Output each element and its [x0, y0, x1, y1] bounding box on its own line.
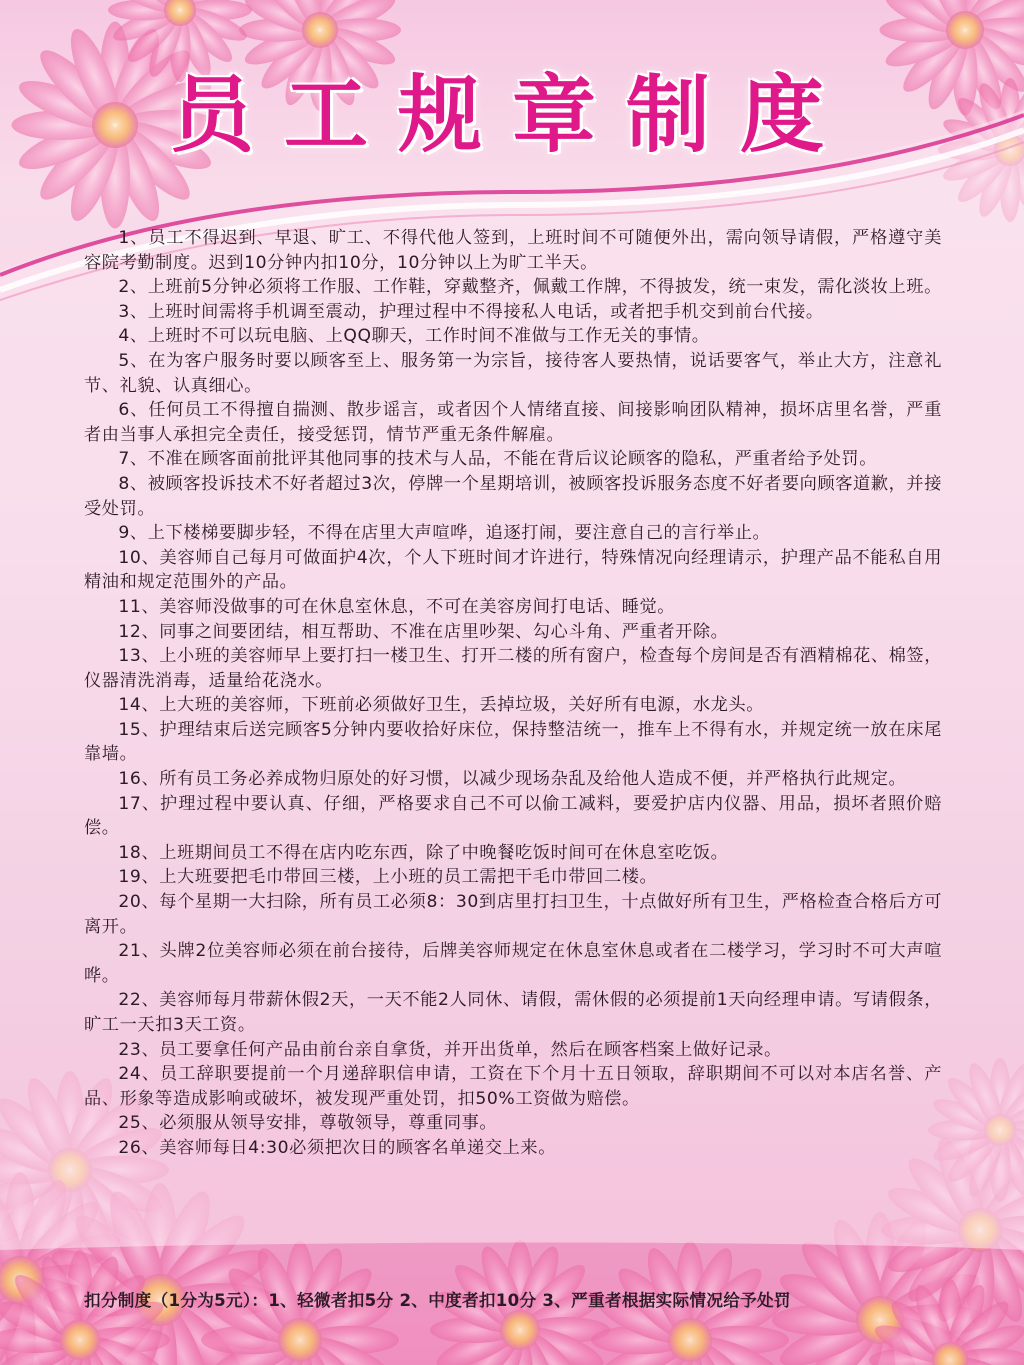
rule-item: 4、上班时不可以玩电脑、上QQ聊天，工作时间不准做与工作无关的事情。 [118, 326, 710, 347]
rule-item: 6、任何员工不得擅自揣测、散步谣言，或者因个人情绪直接、间接影响团队精神，损坏店里名誉，严重者由当事人承担完全责任，接受惩罚，情节严重无条件解雇。 [84, 400, 942, 445]
rule-item: 16、所有员工务必养成物归原处的好习惯，以减少现场杂乱及给他人造成不便，并严格执行此规定。 [118, 769, 907, 790]
rule-item: 25、必须服从领导安排，尊敬领导，尊重同事。 [118, 1113, 498, 1134]
rule-item: 12、同事之间要团结，相互帮助、不准在店里吵架、勾心斗角、严重者开除。 [118, 621, 729, 642]
rule-item: 26、美容师每日4:30必须把次日的顾客名单递交上来。 [118, 1137, 556, 1158]
rule-item: 17、护理过程中要认真、仔细，严格要求自己不可以偷工减料，要爱护店内仪器、用品，损坏者照价赔偿。 [84, 793, 942, 839]
rule-item: 22、美容师每月带薪休假2天，一天不能2人同休、请假，需休假的必须提前1天向经理申请。写请假条，旷工一天扣3天工资。 [84, 990, 942, 1035]
rule-item: 13、上小班的美容师早上要打扫一楼卫生、打开二楼的所有窗户，检查每个房间是否有酒精棉花、棉签，仪器清洗消毒，适量给花浇水。 [84, 646, 942, 691]
rule-item: 7、不准在顾客面前批评其他同事的技术与人品，不能在背后议论顾客的隐私，严重者给予处罚。 [118, 449, 878, 470]
rule-item: 20、每个星期一大扫除，所有员工必须8：30到店里打扫卫生，十点做好所有卫生，严格检查合格后方可离开。 [84, 892, 942, 937]
rule-item: 8、被顾客投诉技术不好者超过3次，停牌一个星期培训，被顾客投诉服务态度不好者要向顾客道歉，并接受处罚。 [84, 473, 942, 519]
rule-item: 14、上大班的美容师，下班前必须做好卫生，丢掉垃圾，关好所有电源，水龙头。 [118, 695, 765, 716]
rule-item: 21、头牌2位美容师必须在前台接待，后牌美容师规定在休息室休息或者在二楼学习，学习时不可大声喧哗。 [84, 941, 942, 986]
rule-item: 2、上班前5分钟必须将工作服、工作鞋，穿戴整齐，佩戴工作牌，不得披发，统一束发，需化淡妆上班。 [118, 277, 942, 298]
rule-item: 3、上班时间需将手机调至震动，护理过程中不得接私人电话，或者把手机交到前台代接。 [118, 301, 824, 322]
rule-item: 1、员工不得迟到、早退、旷工、不得代他人签到，上班时间不可随便外出，需向领导请假，严格遵守美容院考勤制度。迟到10分钟内扣10分，10分钟以上为旷工半天。 [84, 228, 942, 273]
rule-item: 5、在为客户服务时要以顾客至上、服务第一为宗旨，接待客人要热情，说话要客气，举止大方，注意礼节、礼貌、认真细心。 [84, 350, 942, 396]
rule-item: 23、员工要拿任何产品由前台亲自拿货，并开出货单，然后在顾客档案上做好记录。 [118, 1039, 782, 1060]
rule-item: 19、上大班要把毛巾带回三楼，上小班的员工需把干毛巾带回二楼。 [118, 867, 658, 888]
rule-item: 24、员工辞职要提前一个月递辞职信申请，工资在下个月十五日领取，辞职期间不可以对本店名誉、产品、形象等造成影响或破坏，被发现严重处罚，扣50%工资做为赔偿。 [84, 1064, 942, 1109]
rules-list [84, 226, 942, 1161]
deduction-policy: 扣分制度（1分为5元）：1、轻微者扣5分 2、中度者扣10分 3、严重者根据实际情况给予处罚 [84, 1291, 791, 1310]
rule-item: 18、上班期间员工不得在店内吃东西，除了中晚餐吃饭时间可在休息室吃饭。 [118, 842, 729, 863]
rule-item: 10、美容师自己每月可做面护4次，个人下班时间才许进行，特殊情况向经理请示，护理产品不能私自用精油和规定范围外的产品。 [84, 547, 942, 593]
rule-item: 15、护理结束后送完顾客5分钟内要收拾好床位，保持整洁统一，推车上不得有水，并规定统一放在床尾靠墙。 [84, 719, 942, 765]
rule-item: 9、上下楼梯要脚步轻，不得在店里大声喧哗，追逐打闹，要注意自己的言行举止。 [118, 523, 771, 544]
rule-item: 11、美容师没做事的可在休息室休息，不可在美容房间打电话、睡觉。 [118, 596, 676, 617]
page-title: 员工规章制度 [169, 65, 854, 164]
